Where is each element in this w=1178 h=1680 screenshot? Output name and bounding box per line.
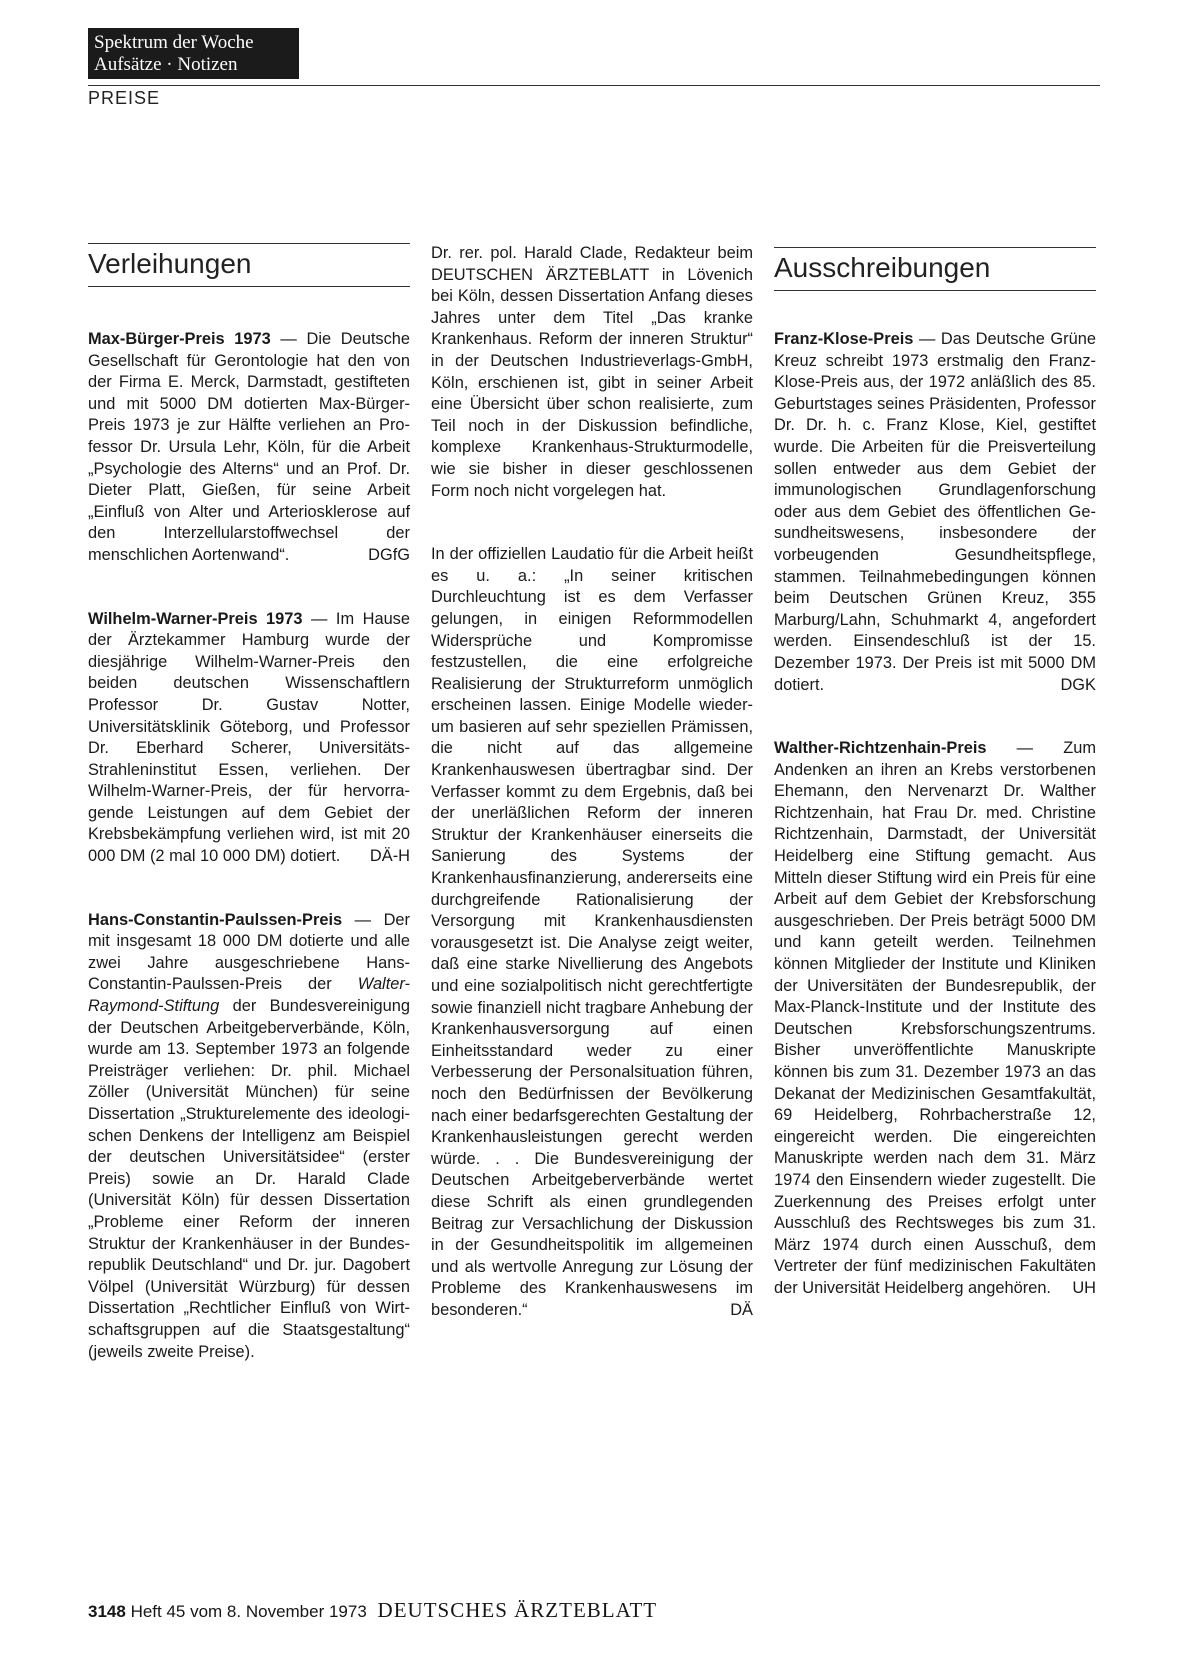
article-max-buerger-preis — [88, 329, 410, 567]
article-body: — Der mit insgesamt 18 000 DM dotierte und alle zwei Jahre ausgeschriebene Hans-Constantin-Paulssen-Preis der — [88, 910, 410, 994]
article-foundation-name: Walter-Raymond-Stiftung — [88, 975, 410, 1016]
article-paulssen-preis — [88, 910, 410, 1363]
section-label: PREISE — [88, 88, 161, 108]
article-laudatio — [431, 544, 753, 1321]
article-body: In der offiziellen Laudatio für die Arbeit heißt es u. a.: „In seiner kritischen Durchleuchtung ist es dem Verfasser gelungen, in einigen Reformmodellen Widersprüche und Kompromisse festzustellen, die eine erfolgreiche Realisierung der Strukturreform unmöglich erscheinen lassen. Einige Modelle wiederum basieren auf sehr speziellen Prämissen, die nicht auf das allgemeine Krankenhauswesen übertragbar sind. Der Verfasser kommt zu dem Ergebnis, daß bei der unerläßlichen Reform der inneren Struktur der Krankenhäuser einerseits die Sanierung des Systems der Krankenhausfinanzierung, andererseits eine durchgreifende Rationalisierung der Versorgung mit Krankenhausdiensten vorausgesetzt ist. Die Analyse zeigt weiter, daß eine starke Nivellierung des Angebots und eine sozialpolitisch nicht gerechtfertigte sowie finanziell nicht tragbare Anhebung der Krankenhausversorgung auf einen Einheitsstandard weder zu einer Verbesserung der Personalsituation führen, noch den Bedürfnissen der Bevölkerung nach einer bedarfsgerechten Gestaltung der Krankenhausleistungen gerecht werden würde. . . Die Bundesvereinigung der Deutschen Arbeitgeberverbände wertet diese Schrift als einen grundlegenden Beitrag zur Versachlichung der Diskussion in der Gesundheitspolitik im allgemeinen und als wertvolle Anregung zur Lösung der Probleme des Krankenhauswesens im besonderen.“ — [431, 545, 753, 1319]
header-rule — [88, 85, 1100, 86]
heading-verleihungen: Verleihungen — [88, 243, 410, 287]
article-signature: UH — [1072, 1278, 1096, 1297]
section-tag — [88, 28, 299, 79]
article-body: — Das Deutsche Grüne Kreuz schreibt 1973 erstmalig den Franz-Klose-Preis aus, der 1972 anläßlich des 85. Geburtstages seines Präsidenten, Professor Dr. Dr. h. c. Franz Klose, Kiel, gestiftet wurde. Die Arbeiten für die Preisverteilung sollen entweder aus dem Gebiet der immunologischen Grundlagenforschung oder aus dem Gebiet des öffentlichen Gesundheitswesens, insbesondere der vorbeugenden Gesundheitspflege, stammen. Teilnahmebedingungen können beim Deutschen Grünen Kreuz, 355 Marburg/Lahn, Schuhmarkt 4, angefordert werden. Einsendeschluß ist der 15. Dezember 1973. Der Preis ist mit 5000 DM dotiert. — [774, 330, 1096, 694]
article-title: Franz-Klose-Preis — [774, 330, 914, 348]
article-richtzenhain-preis — [774, 738, 1096, 1299]
article-wilhelm-warner-preis — [88, 609, 410, 868]
article-title: Walther-Richtzenhain-Preis — [774, 739, 987, 758]
article-signature: DGK — [1060, 675, 1096, 694]
article-title: Wilhelm-Warner-Preis 1973 — [88, 609, 303, 628]
article-body: — Die Deutsche Gesellschaft für Gerontologie hat den von der Firma E. Merck, Darmstadt, gestifteten und mit 5000 DM dotierten Max-Bürger-Preis 1973 je zur Hälfte verliehen an Professor Dr. Ursula Lehr, Köln, für die Arbeit „Psychologie des Alterns“ und an Prof. Dr. Dieter Platt, Gießen, für seine Arbeit „Einfluß von Alter und Arteriosklerose auf den Interzellularstoffwechsel der menschlichen Aortenwand“. — [88, 330, 410, 564]
section-tag-line-1: Spektrum der Woche — [94, 32, 254, 53]
page-number: 3148 — [88, 1602, 126, 1621]
section-tag-line-2: Aufsätze · Notizen — [94, 54, 238, 75]
article-clade-dissertation: Dr. rer. pol. Harald Clade, Redakteur beim DEUTSCHEN ÄRZTEBLATT in Lövenich bei Köln, dessen Dissertation Anfang dieses Jahres unter dem Titel „Das kranke Krankenhaus. Reform der inneren Struktur“ in der Deutschen Industrieverlags-GmbH, Köln, erschienen ist, gibt in seiner Arbeit eine Übersicht über schon realisierte, zum Teil noch in der Diskussion befindliche, komplexe Krankenhaus-Strukturmodelle, wie sie bisher in dieser geschlossenen Form noch nicht vorgelegen hat. — [431, 244, 753, 500]
article-title: Max-Bürger-Preis 1973 — [88, 330, 271, 348]
page-footer — [88, 1598, 888, 1623]
journal-name: DEUTSCHES ÄRZTEBLATT — [377, 1598, 658, 1622]
article-title: Hans-Constantin-Paulssen-Preis — [88, 910, 343, 929]
issue-info: Heft 45 vom 8. November 1973 — [130, 1602, 367, 1621]
column-laudatio — [431, 243, 753, 1322]
heading-ausschreibungen: Ausschreibungen — [774, 247, 1096, 291]
article-signature: DGfG — [368, 545, 410, 564]
article-body: — Im Hause der Ärztekammer Hamburg wurde der diesjährige Wilhelm-Warner-Preis den beiden deutschen Wissenschaftlern Professor Dr. Gustav Notter, Universitätsklinik Göteborg, und Professor Dr. Eberhard Scherer, Universitäts-Strahleninstitut Essen, verliehen. Der Wilhelm-Warner-Preis, der für hervorragende Leistungen auf dem Gebiet der Krebsbekämpfung verliehen wird, ist mit 20 000 DM (2 mal 10 000 DM) dotiert. — [88, 609, 410, 866]
article-signature: DÄ — [730, 1300, 753, 1319]
article-signature: DÄ-H — [369, 847, 410, 866]
column-ausschreibungen — [774, 247, 1096, 1300]
column-verleihungen — [88, 243, 410, 1363]
article-body-continued: der Bundesvereinigung der Deutschen Arbeitgeberverbände, Köln, wurde am 13. September 1973 an folgende Preisträger verliehen: Dr. phil. Michael Zöller (Universität München) für seine Dissertation „Strukturelemente des ideologischen Denkens der Intelligenz am Beispiel der deutschen Universitätsidee“ (erster Preis) sowie an Dr. Harald Clade (Universität Köln) für dessen Dissertation „Probleme einer Reform der inneren Struktur der Krankenhäuser in der Bundesrepublik Deutschland“ und Dr. jur. Dagobert Völpel (Universität Würzburg) für dessen Dissertation „Rechtlicher Einfluß von Wirtschaftsgruppen auf die Staatsgestaltung“ (jeweils zweite Preise). — [88, 997, 410, 1361]
article-body: — Zum Andenken an ihren an Krebs verstorbenen Ehemann, den Nervenarzt Dr. Walther Richtzenhain, hat Frau Dr. med. Christine Richtzenhain, Darmstadt, der Universität Heidelberg eine Stiftung gemacht. Aus Mitteln dieser Stiftung wird ein Preis für eine Arbeit auf dem Gebiet der Krebsforschung ausgeschrieben. Der Preis beträgt 5000 DM und kann geteilt werden. Teilnehmen können Mitglieder der Institute und Kliniken der Universitäten der Bundesrepublik, der Max-Planck-Institute und der Institute des Deutschen Krebsforschungszentrums. Bisher unveröffentlichte Manuskripte können bis zum 31. Dezember 1973 an das Dekanat der Medizinischen Gesamtfakultät, 69 Heidelberg, Rohrbacherstraße 12, eingereicht werden. Die eingereichten Manuskripte werden nach dem 31. März 1974 den Einsendern wieder zugestellt. Die Zuerkennung des Preises erfolgt unter Ausschluß des Rechtsweges bis zum 31. März 1974 durch einen Ausschuß, dem Vertreter der fünf medizinischen Fakultäten der Universität Heidelberg angehören. — [774, 739, 1096, 1297]
article-franz-klose-preis — [774, 329, 1096, 696]
